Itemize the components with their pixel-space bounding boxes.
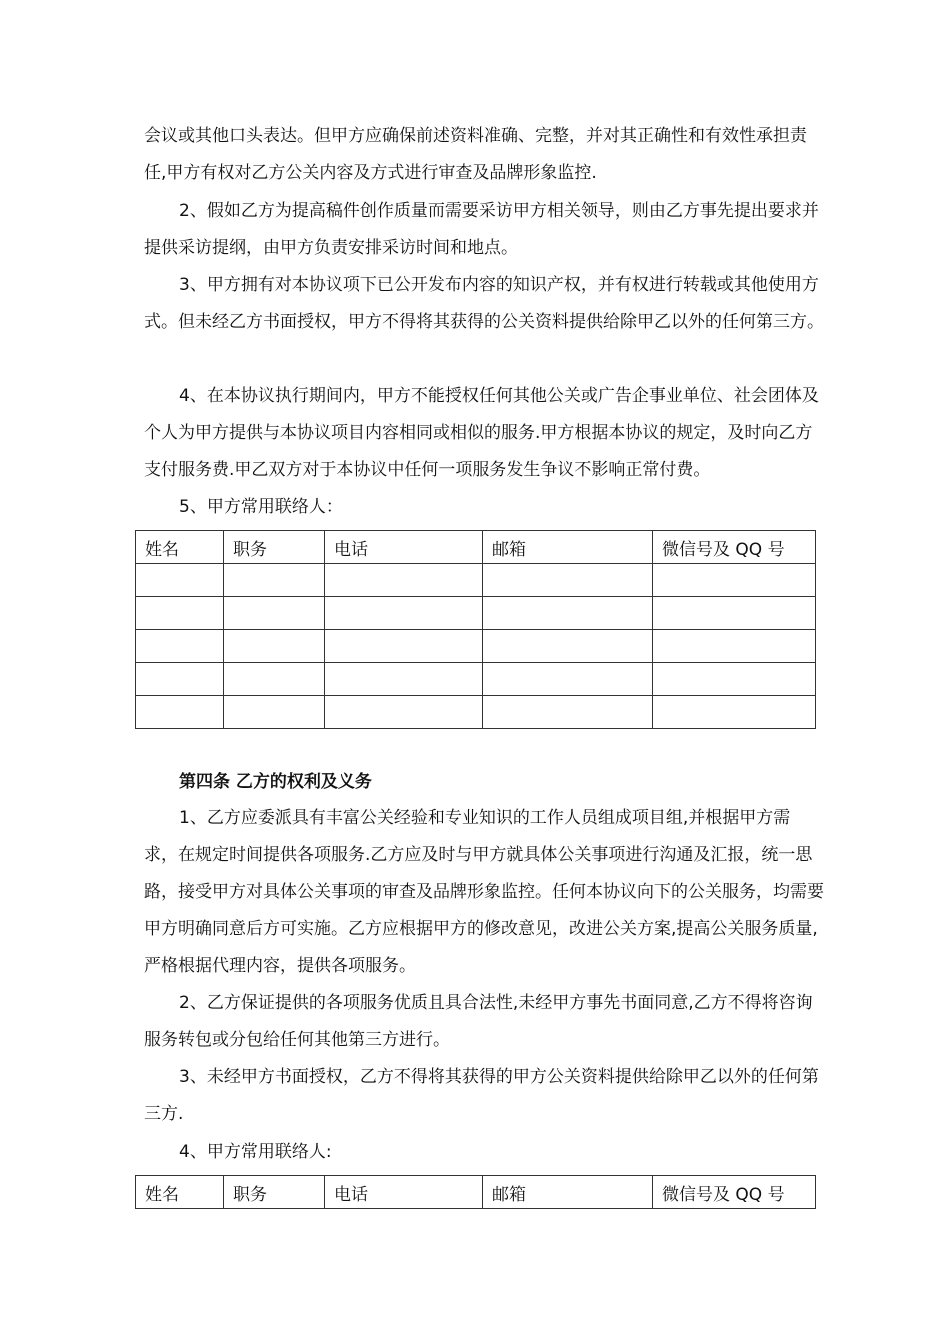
- table-cell: [224, 597, 325, 630]
- table-cell: [653, 564, 816, 597]
- table-cell: [653, 696, 816, 729]
- table-row: [136, 564, 816, 597]
- header-title: 职务: [224, 1176, 325, 1209]
- table-cell: [224, 630, 325, 663]
- table-cell: [136, 597, 224, 630]
- table-cell: [653, 597, 816, 630]
- paragraph-3-3: 3、甲方拥有对本协议项下已公开发布内容的知识产权，并有权进行转载或其他使用方式。但未经乙方书面授权，甲方不得将其获得的公关资料提供给除甲乙以外的任何第三方。: [144, 275, 824, 332]
- table-header-row: [136, 531, 816, 564]
- paragraph-4-3: 3、未经甲方书面授权，乙方不得将其获得的甲方公关资料提供给除甲乙以外的任何第三方.: [144, 1067, 819, 1124]
- table-cell: [325, 564, 483, 597]
- table-cell: [136, 564, 224, 597]
- table-cell: [483, 663, 653, 696]
- table-cell: [224, 696, 325, 729]
- table-cell: [325, 663, 483, 696]
- header-phone: 电话: [325, 531, 483, 564]
- table-row: [136, 630, 816, 663]
- paragraph-4-4: 4、甲方常用联络人:: [179, 1142, 332, 1162]
- header-wechat-qq: 微信号及 QQ 号: [653, 1176, 816, 1209]
- table-cell: [653, 663, 816, 696]
- table-cell: [325, 597, 483, 630]
- header-email: 邮箱: [483, 1176, 653, 1209]
- table-row: [136, 597, 816, 630]
- table-cell: [483, 597, 653, 630]
- section-4-heading: 第四条 乙方的权利及义务: [179, 772, 372, 792]
- paragraph-4-2: 2、乙方保证提供的各项服务优质且具合法性,未经甲方事先书面同意,乙方不得将咨询服务转包或分包给任何其他第三方进行。: [144, 993, 813, 1050]
- table-row: [136, 696, 816, 729]
- header-name: 姓名: [136, 531, 224, 564]
- contact-table-1: [135, 530, 816, 729]
- table-cell: [224, 564, 325, 597]
- table-cell: [136, 663, 224, 696]
- table-cell: [325, 696, 483, 729]
- table-header-row: [136, 1176, 816, 1209]
- table-cell: [483, 696, 653, 729]
- header-name: 姓名: [136, 1176, 224, 1209]
- table-cell: [136, 630, 224, 663]
- contact-table-2: [135, 1175, 816, 1209]
- paragraph-4-1: 1、乙方应委派具有丰富公关经验和专业知识的工作人员组成项目组,并根据甲方需求，在规定时间提供各项服务.乙方应及时与甲方就具体公关事项进行沟通及汇报，统一思路，接受甲方对具体公关事项的审查及品牌形象监控。任何本协议向下的公关服务，均需要甲方明确同意后方可实施。乙方应根据甲方的修改意见，改进公关方案,提高公关服务质量,严格根据代理内容，提供各项服务。: [144, 808, 824, 976]
- table-cell: [483, 564, 653, 597]
- paragraph-3-2: 2、假如乙方为提高稿件创作质量而需要采访甲方相关领导，则由乙方事先提出要求并提供采访提纲，由甲方负责安排采访时间和地点。: [144, 201, 819, 258]
- paragraph-3-4: 4、在本协议执行期间内，甲方不能授权任何其他公关或广告企事业单位、社会团体及个人为甲方提供与本协议项目内容相同或相似的服务.甲方根据本协议的规定，及时向乙方支付服务费.甲乙双方对于本协议中任何一项服务发生争议不影响正常付费。: [144, 386, 819, 480]
- table-cell: [653, 630, 816, 663]
- table-row: [136, 663, 816, 696]
- table-cell: [325, 630, 483, 663]
- header-title: 职务: [224, 531, 325, 564]
- header-email: 邮箱: [483, 531, 653, 564]
- table-cell: [136, 696, 224, 729]
- table-cell: [224, 663, 325, 696]
- paragraph-3-5: 5、甲方常用联络人：: [179, 497, 343, 517]
- header-phone: 电话: [325, 1176, 483, 1209]
- header-wechat-qq: 微信号及 QQ 号: [653, 531, 816, 564]
- paragraph-3-1-continued: 会议或其他口头表达。但甲方应确保前述资料准确、完整，并对其正确性和有效性承担责任,甲方有权对乙方公关内容及方式进行审查及品牌形象监控.: [144, 126, 807, 183]
- table-cell: [483, 630, 653, 663]
